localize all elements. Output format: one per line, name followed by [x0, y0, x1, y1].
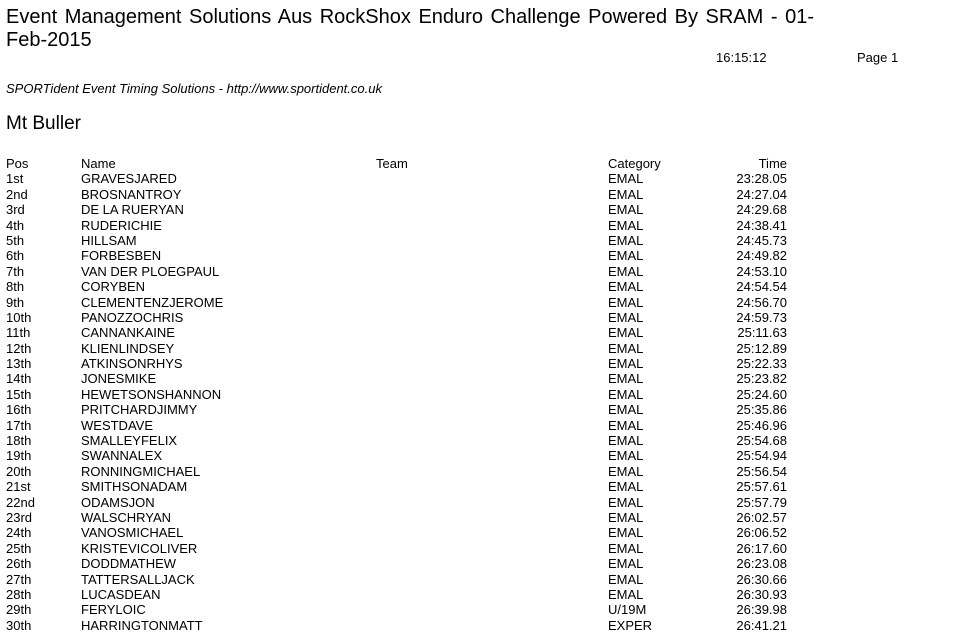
cell-time: 25:54.68 — [736, 433, 787, 449]
table-row — [0, 495, 960, 510]
cell-pos: 7th — [6, 263, 25, 279]
table-row — [0, 602, 960, 617]
table-row — [0, 171, 960, 186]
cell-category: EMAL — [608, 217, 644, 233]
cell-time: 26:23.08 — [736, 556, 787, 572]
cell-time: 24:56.70 — [736, 294, 787, 310]
table-row — [0, 418, 960, 433]
cell-category: EMAL — [608, 463, 644, 479]
cell-time: 24:53.10 — [736, 263, 787, 279]
report-title: Event Management Solutions Aus RockShox Enduro Challenge Powered By SRAM - 01-Feb-2015 — [6, 6, 814, 51]
cell-pos: 2nd — [6, 186, 28, 202]
cell-time: 24:45.73 — [736, 232, 787, 248]
cell-category: EMAL — [608, 556, 644, 572]
page-number: Page 1 — [857, 50, 899, 65]
cell-pos: 26th — [6, 556, 32, 572]
cell-time: 25:35.86 — [736, 402, 787, 418]
cell-category: EMAL — [608, 540, 644, 556]
cell-name: KLIENLINDSEY — [81, 340, 175, 356]
cell-name: WESTDAVE — [81, 417, 153, 433]
table-row — [0, 433, 960, 448]
cell-category: EMAL — [608, 340, 644, 356]
table-row — [0, 402, 960, 417]
cell-time: 25:56.54 — [736, 463, 787, 479]
cell-pos: 23rd — [6, 509, 33, 525]
cell-name: KRISTEVICOLIVER — [81, 540, 198, 556]
table-row — [0, 541, 960, 556]
cell-name: CANNANKAINE — [81, 325, 175, 341]
cell-name: CORYBEN — [81, 279, 146, 295]
cell-pos: 28th — [6, 586, 32, 602]
cell-time: 24:38.41 — [736, 217, 787, 233]
cell-name: SMITHSONADAM — [81, 479, 188, 495]
cell-name: DODDMATHEW — [81, 556, 177, 572]
cell-name: TATTERSALLJACK — [81, 571, 195, 587]
cell-name: DE LA RUERYAN — [81, 202, 184, 218]
cell-category: EMAL — [608, 525, 644, 541]
cell-name: FERYLOIC — [81, 602, 146, 618]
table-row — [0, 356, 960, 371]
cell-name: ATKINSONRHYS — [81, 356, 183, 372]
cell-pos: 24th — [6, 525, 32, 541]
results-table — [0, 156, 960, 633]
cell-pos: 18th — [6, 433, 32, 449]
cell-time: 25:57.61 — [736, 479, 787, 495]
cell-pos: 10th — [6, 309, 32, 325]
cell-pos: 22nd — [6, 494, 35, 510]
cell-category: EMAL — [608, 433, 644, 449]
cell-pos: 4th — [6, 217, 25, 233]
cell-name: SWANNALEX — [81, 448, 163, 464]
cell-category: EMAL — [608, 417, 644, 433]
table-row — [0, 279, 960, 294]
cell-pos: 25th — [6, 540, 32, 556]
table-row — [0, 341, 960, 356]
table-row — [0, 448, 960, 463]
cell-name: JONESMIKE — [81, 371, 157, 387]
cell-time: 25:22.33 — [736, 356, 787, 372]
cell-pos: 9th — [6, 294, 25, 310]
table-row — [0, 464, 960, 479]
cell-name: ODAMSJON — [81, 494, 155, 510]
cell-time: 25:46.96 — [736, 417, 787, 433]
cell-name: PRITCHARDJIMMY — [81, 402, 198, 418]
cell-category: U/19M — [608, 602, 647, 618]
table-row — [0, 218, 960, 233]
cell-time: 24:27.04 — [736, 186, 787, 202]
table-row — [0, 587, 960, 602]
cell-name: RUDERICHIE — [81, 217, 162, 233]
table-row — [0, 618, 960, 633]
cell-time: 26:30.93 — [736, 586, 787, 602]
cell-time: 26:17.60 — [736, 540, 787, 556]
cell-category: EMAL — [608, 232, 644, 248]
cell-pos: 20th — [6, 463, 32, 479]
column-header-time: Time — [758, 156, 787, 171]
cell-name: CLEMENTENZJEROME — [81, 294, 224, 310]
cell-category: EMAL — [608, 186, 644, 202]
table-row — [0, 525, 960, 540]
column-header-pos: Pos — [6, 156, 29, 171]
cell-name: LUCASDEAN — [81, 586, 161, 602]
cell-name: BROSNANTROY — [81, 186, 182, 202]
cell-category: EMAL — [608, 325, 644, 341]
table-row — [0, 510, 960, 525]
cell-time: 25:54.94 — [736, 448, 787, 464]
cell-time: 26:06.52 — [736, 525, 787, 541]
cell-pos: 5th — [6, 232, 25, 248]
cell-category: EMAL — [608, 494, 644, 510]
results-rows — [0, 171, 960, 633]
cell-category: EMAL — [608, 263, 644, 279]
cell-category: EMAL — [608, 371, 644, 387]
cell-pos: 19th — [6, 448, 32, 464]
cell-pos: 1st — [6, 171, 24, 187]
cell-category: EMAL — [608, 479, 644, 495]
print-time: 16:15:12 — [716, 50, 767, 65]
cell-category: EMAL — [608, 402, 644, 418]
cell-time: 24:29.68 — [736, 202, 787, 218]
cell-name: GRAVESJARED — [81, 171, 177, 187]
cell-name: FORBESBEN — [81, 248, 162, 264]
cell-category: EMAL — [608, 248, 644, 264]
cell-name: WALSCHRYAN — [81, 509, 172, 525]
cell-time: 25:57.79 — [736, 494, 787, 510]
table-row — [0, 264, 960, 279]
cell-pos: 27th — [6, 571, 32, 587]
table-header-row — [0, 156, 960, 171]
cell-name: HARRINGTONMATT — [81, 617, 203, 633]
column-header-team: Team — [376, 156, 408, 171]
table-row — [0, 572, 960, 587]
cell-time: 26:30.66 — [736, 571, 787, 587]
table-row — [0, 387, 960, 402]
table-row — [0, 310, 960, 325]
cell-time: 24:49.82 — [736, 248, 787, 264]
cell-category: EMAL — [608, 509, 644, 525]
cell-pos: 14th — [6, 371, 32, 387]
cell-time: 26:02.57 — [736, 509, 787, 525]
cell-pos: 30th — [6, 617, 32, 633]
cell-pos: 15th — [6, 386, 32, 402]
table-row — [0, 371, 960, 386]
cell-time: 26:41.21 — [736, 617, 787, 633]
cell-pos: 29th — [6, 602, 32, 618]
cell-time: 23:28.05 — [736, 171, 787, 187]
cell-pos: 11th — [6, 325, 31, 341]
cell-time: 26:39.98 — [736, 602, 787, 618]
cell-name: PANOZZOCHRIS — [81, 309, 184, 325]
cell-category: EMAL — [608, 586, 644, 602]
cell-category: EMAL — [608, 356, 644, 372]
cell-pos: 3rd — [6, 202, 25, 218]
cell-pos: 6th — [6, 248, 25, 264]
table-row — [0, 233, 960, 248]
cell-category: EMAL — [608, 571, 644, 587]
table-row — [0, 248, 960, 263]
cell-time: 25:11.63 — [737, 325, 787, 341]
cell-time: 24:54.54 — [736, 279, 787, 295]
cell-category: EMAL — [608, 279, 644, 295]
cell-pos: 12th — [6, 340, 32, 356]
table-row — [0, 556, 960, 571]
cell-category: EMAL — [608, 171, 644, 187]
column-header-name: Name — [81, 156, 116, 171]
cell-pos: 16th — [6, 402, 32, 418]
cell-time: 25:24.60 — [736, 386, 787, 402]
table-row — [0, 295, 960, 310]
cell-category: EMAL — [608, 202, 644, 218]
cell-name: VANOSMICHAEL — [81, 525, 184, 541]
cell-category: EMAL — [608, 386, 644, 402]
cell-name: SMALLEYFELIX — [81, 433, 178, 449]
cell-name: HILLSAM — [81, 232, 137, 248]
cell-name: RONNINGMICHAEL — [81, 463, 201, 479]
cell-pos: 13th — [6, 356, 32, 372]
timing-provider-line: SPORTident Event Timing Solutions - http://www.sportident.co.uk — [6, 81, 382, 96]
cell-name: HEWETSONSHANNON — [81, 386, 222, 402]
table-row — [0, 325, 960, 340]
cell-category: EXPER — [608, 617, 653, 633]
cell-pos: 21st — [6, 479, 31, 495]
cell-time: 24:59.73 — [736, 309, 787, 325]
cell-pos: 8th — [6, 279, 25, 295]
cell-category: EMAL — [608, 448, 644, 464]
table-row — [0, 479, 960, 494]
cell-time: 25:12.89 — [736, 340, 787, 356]
venue-heading: Mt Buller — [6, 113, 81, 134]
cell-category: EMAL — [608, 294, 644, 310]
cell-name: VAN DER PLOEGPAUL — [81, 263, 220, 279]
cell-time: 25:23.82 — [736, 371, 787, 387]
cell-pos: 17th — [6, 417, 32, 433]
table-row — [0, 202, 960, 217]
cell-category: EMAL — [608, 309, 644, 325]
table-row — [0, 187, 960, 202]
column-header-category: Category — [608, 156, 661, 171]
